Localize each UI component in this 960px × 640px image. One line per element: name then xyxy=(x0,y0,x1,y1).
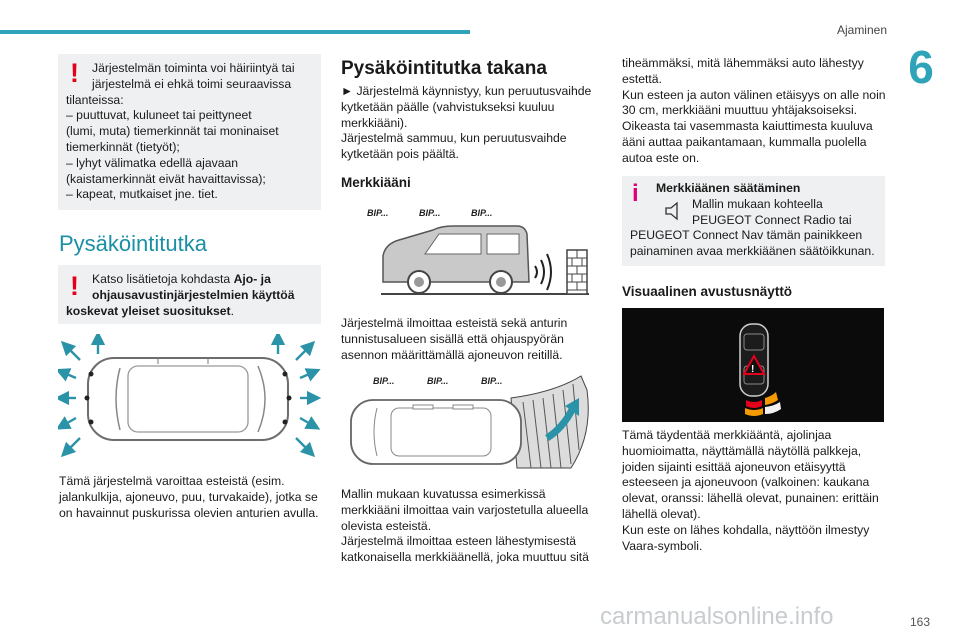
body-line: kytketään pois päältä. xyxy=(341,147,459,162)
info-title: Merkkiäänen säätäminen xyxy=(656,181,801,195)
warning-text-plain: Katso lisätietoja kohdasta xyxy=(92,272,234,286)
bip-label: BIP... xyxy=(481,376,503,386)
body-line: on havainnut puskurissa olevien anturien avulla. xyxy=(59,505,319,520)
bip-label: BIP... xyxy=(419,208,441,218)
body-line: Järjestelmä ilmoittaa esteistä sekä anturin xyxy=(341,316,568,330)
bip-label: BIP... xyxy=(367,208,389,218)
bip-label: BIP... xyxy=(427,376,449,386)
warning-line: – lyhyt välimatka edellä ajavaan xyxy=(66,155,239,170)
warning-text-bold: ohjausavustinjärjestelmien käyttöä xyxy=(92,287,295,302)
body-line: Tämä täydentää merkkiääntä, ajolinjaa xyxy=(622,428,832,442)
subsection-heading: Merkkiääni xyxy=(341,175,411,190)
page-number: 163 xyxy=(909,615,930,629)
subheading-visual-display xyxy=(622,284,792,299)
warning-text-bold: koskevat yleiset suositukset xyxy=(66,303,231,318)
body-line: ► Järjestelmä käynnistyy, kun peruutusvaihde xyxy=(341,84,592,98)
warning-text xyxy=(66,272,318,319)
para-obstacle-detection xyxy=(341,316,601,363)
body-line: tiheämmäksi, mitä lähemmäksi auto lähestyy xyxy=(622,56,864,70)
body-line: katkonaisella merkkiäänellä, joka muuttuu sitä xyxy=(341,550,589,565)
audible-signal-illustration xyxy=(341,204,601,300)
exclamation-icon: ! xyxy=(70,271,79,301)
body-line: joiden sijainti esittää ajoneuvon etäisyyttä xyxy=(622,459,846,474)
para-frequency xyxy=(622,56,890,167)
body-line: tunnistusalueen sisällä että ohjauspyörän xyxy=(341,331,564,346)
para-visual-aid xyxy=(622,428,890,554)
info-line: Mallin mukaan kohteella xyxy=(692,196,823,211)
body-line: Kun este on lähes kohdalla, näyttöön ilmestyy xyxy=(622,522,870,537)
section-title: Ajaminen xyxy=(836,23,887,37)
warning-box-limitations xyxy=(58,54,321,210)
header-accent-bar xyxy=(0,30,470,34)
info-line: painaminen avaa merkkiäänen säätöikkunan. xyxy=(630,244,875,259)
body-line: Järjestelmä sammuu, kun peruutusvaihde xyxy=(341,131,567,146)
body-line: autoa este on. xyxy=(622,150,700,165)
shaded-zone xyxy=(511,376,588,468)
bip-label: BIP... xyxy=(373,376,395,386)
trajectory-illustration xyxy=(341,372,601,472)
body-line: Tämä järjestelmä varoittaa esteistä (esim. xyxy=(59,474,285,488)
van-side-view xyxy=(383,226,529,293)
warning-text-plain: . xyxy=(230,303,235,318)
watermark: carmanualsonline.info xyxy=(600,603,834,630)
car-top-view xyxy=(351,400,521,464)
subheading-audible-signal xyxy=(341,175,411,190)
body-line: Vaara-symboli. xyxy=(622,538,703,553)
chapter-number: 6 xyxy=(908,41,934,93)
heading-parking-sensors xyxy=(59,231,207,257)
body-line: merkkiääni ilmoittaa vain varjostetulla alueella xyxy=(341,502,589,517)
info-line: PEUGEOT Connect Nav tämän painikkeen xyxy=(630,228,863,243)
body-line: kytketään päälle (vahvistukseksi kuuluu xyxy=(341,99,555,114)
body-line: olevat, oranssi: lähellä olevat, punainen: erittäin xyxy=(622,491,879,506)
speaker-icon xyxy=(664,200,682,222)
exclamation-icon: ! xyxy=(70,58,79,88)
warning-text-bold: Ajo- ja xyxy=(233,272,271,286)
body-line: estettä. xyxy=(622,71,662,86)
warning-line: – kapeat, mutkaiset jne. tiet. xyxy=(66,187,218,202)
body-line: huomioimatta, näyttämällä näytöllä palkkeja, xyxy=(622,443,862,458)
warning-line: (kaistamerkinnät eivät havaittavissa); xyxy=(66,171,266,186)
section-heading: Pysäköintitutka xyxy=(59,231,207,256)
body-line: lähellä olevat). xyxy=(622,506,701,521)
bip-label: BIP... xyxy=(471,208,493,218)
body-line: olevista esteistä. xyxy=(341,518,432,533)
warning-line: tilanteissa: xyxy=(66,92,124,107)
body-line: merkkiääni). xyxy=(341,115,408,130)
parking-sensors-illustration xyxy=(58,334,321,462)
car-top-view xyxy=(88,358,288,440)
intro-text xyxy=(341,84,601,163)
info-box-sound-adjust xyxy=(622,176,885,266)
body-line: 30 cm, merkkiääni muuttuu yhtäjaksoiseksi. xyxy=(622,103,858,118)
body-line: jalankulkija, ajoneuvo, puu, turvakaide), jotka se xyxy=(59,489,318,504)
body-line: esteeseen ja ajoneuvoon (valkoinen: kaukana xyxy=(622,475,870,490)
body-line: Mallin mukaan kuvatussa esimerkissä xyxy=(341,487,546,501)
svg-text:!: ! xyxy=(751,364,755,375)
body-line: Järjestelmä ilmoittaa esteen lähestymisestä xyxy=(341,534,577,549)
warning-line: järjestelmä ei ehkä toimi seuraavissa xyxy=(92,76,292,91)
heading-rear-parking-sensors xyxy=(341,58,547,80)
body-line: asennon määrittämällä ajoneuvon reitillä. xyxy=(341,347,563,362)
warning-text xyxy=(66,58,318,203)
warning-line: tiemerkinnät (tietyöt); xyxy=(66,139,180,154)
warning-line: Järjestelmän toiminta voi häiriintyä tai xyxy=(92,61,295,75)
body-line: Oikeasta tai vasemmasta kaiuttimesta kuuluva xyxy=(622,119,873,134)
subsection-heading: Visuaalinen avustusnäyttö xyxy=(622,284,793,299)
para-example xyxy=(341,487,603,566)
section-heading: Pysäköintitutka takana xyxy=(341,58,547,79)
body-line: Kun esteen ja auton välinen etäisyys on alle noin xyxy=(622,87,886,102)
body-text xyxy=(59,474,324,521)
body-line: ääni auttaa paikantamaan, kummalla puolella xyxy=(622,134,867,149)
warning-line: (lumi, muta) tiemerkinnät tai moninaiset xyxy=(66,124,279,139)
brick-wall xyxy=(567,250,587,294)
info-line: PEUGEOT Connect Radio tai xyxy=(692,212,852,227)
info-icon: i xyxy=(632,180,639,207)
warning-line: – puuttuvat, kuluneet tai peittyneet xyxy=(66,108,252,123)
visual-display-illustration xyxy=(622,308,884,422)
warning-box-recommendations xyxy=(58,265,321,324)
sound-waves xyxy=(535,254,551,290)
